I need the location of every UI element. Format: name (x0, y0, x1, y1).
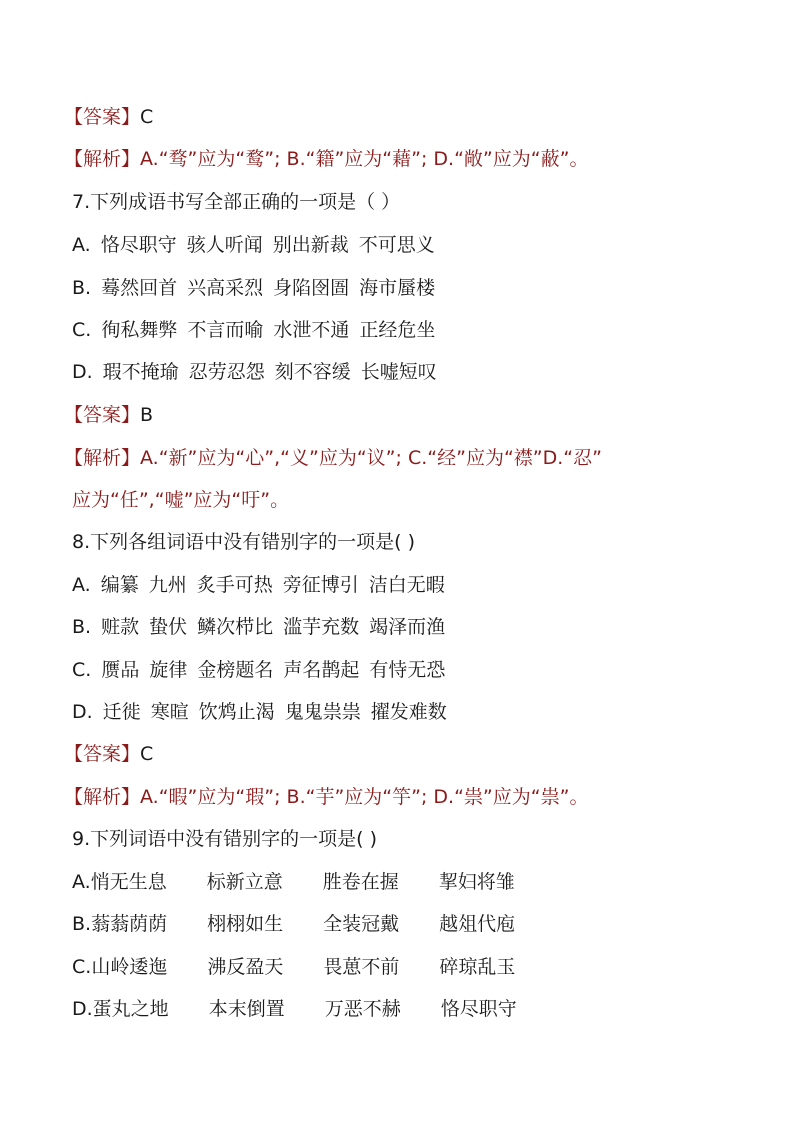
option-item: 别出新裁 (272, 234, 349, 256)
option-item: 旁征博引 (282, 574, 359, 596)
option-item: 赃款 (101, 616, 140, 638)
analysis-tag: 【解析】 (64, 148, 141, 170)
option-item: 栩栩如生 (207, 913, 284, 935)
option-item: 饮鸩止渴 (198, 701, 275, 723)
question-8: 8.下列各组词语中没有错别字的一项是( ) (72, 531, 415, 553)
option-item: 越俎代庖 (439, 913, 516, 935)
option-item: 蛰伏 (149, 616, 188, 638)
option-item: 挈妇将雏 (438, 871, 515, 893)
option-item: 赝品 (101, 659, 140, 681)
option-item: 悄无生息 (90, 871, 167, 893)
q8-option-b[interactable] (72, 615, 445, 639)
option-item: 鬼鬼祟祟 (284, 701, 361, 723)
option-item: 不可思义 (358, 234, 435, 256)
option-item: 胜卷在握 (322, 871, 399, 893)
analysis-q6 (64, 147, 588, 171)
option-item: 炙手可热 (196, 574, 273, 596)
option-item: 海市蜃楼 (359, 277, 436, 299)
q8-option-a[interactable] (72, 573, 445, 597)
option-label: B. (72, 616, 92, 638)
answer-tag: 【答案】 (64, 404, 141, 426)
analysis-text: A.“暇”应为“瑕”; B.“芋”应为“竽”; D.“祟”应为“祟”。 (140, 786, 589, 808)
analysis-q8 (64, 785, 588, 809)
question-9: 9.下列词语中没有错别字的一项是( ) (72, 828, 377, 850)
question-7: 7.下列成语书写全部正确的一项是（ ） (72, 191, 401, 213)
option-item: 不言而喻 (187, 319, 264, 341)
option-item: 正经危坐 (359, 319, 436, 341)
option-item: 声名鹊起 (283, 659, 360, 681)
option-item: 全装冠戴 (323, 913, 400, 935)
answer-q7 (64, 403, 153, 427)
option-item: 恪尽职守 (100, 234, 177, 256)
option-item: 寒暄 (150, 701, 189, 723)
q7-option-c[interactable] (72, 318, 435, 342)
q9-option-b[interactable] (72, 912, 515, 936)
analysis-text: A.“骛”应为“鹜”; B.“籍”应为“藉”; D.“敞”应为“蔽”。 (140, 148, 589, 170)
option-item: 水泄不通 (273, 319, 350, 341)
analysis-q7 (64, 446, 602, 470)
answer-tag: 【答案】 (64, 743, 141, 765)
option-label: D. (72, 361, 93, 383)
option-item: 滥芋充数 (283, 616, 360, 638)
option-item: 刻不容缓 (274, 361, 351, 383)
option-item: 骇人听闻 (186, 234, 263, 256)
analysis-text: A.“新”应为“心”,“义”应为“议”; C.“经”应为“襟”D.“忍” (140, 447, 602, 469)
option-item: 洁白无暇 (368, 574, 445, 596)
option-item: 身陷囹圄 (273, 277, 350, 299)
option-label: A. (72, 574, 91, 596)
answer-q6 (64, 105, 153, 129)
option-item: 恪尽职守 (440, 998, 517, 1020)
option-label: D. (72, 701, 93, 723)
q7-option-b[interactable] (72, 276, 435, 300)
analysis-tag: 【解析】 (64, 786, 141, 808)
option-item: 兴高采烈 (187, 277, 264, 299)
option-item: 迁徙 (102, 701, 141, 723)
option-item: 忍劳忍怨 (188, 361, 265, 383)
option-label: C. (72, 319, 92, 341)
answer-q8 (64, 742, 153, 766)
option-item: 金榜题名 (197, 659, 274, 681)
option-item: 本末倒置 (208, 998, 285, 1020)
option-item: 徇私舞弊 (101, 319, 178, 341)
option-item: 标新立意 (206, 871, 283, 893)
option-label: A. (72, 234, 91, 256)
q9-option-c[interactable] (72, 955, 515, 979)
option-label: B. (72, 277, 92, 299)
q8-option-d[interactable] (72, 700, 447, 724)
q9-option-a[interactable] (72, 870, 515, 894)
answer-value: C (140, 106, 154, 128)
option-label: A. (72, 871, 91, 893)
q9-option-d[interactable] (72, 997, 517, 1021)
option-item: 旋律 (149, 659, 188, 681)
option-label: C. (72, 659, 92, 681)
option-item: 山岭逶迤 (91, 956, 168, 978)
analysis-tag: 【解析】 (64, 447, 141, 469)
option-item: 编纂 (100, 574, 139, 596)
q7-option-a[interactable] (72, 233, 435, 257)
option-item: 九州 (148, 574, 187, 596)
option-label: C. (72, 956, 92, 978)
option-item: 畏葸不前 (323, 956, 400, 978)
answer-tag: 【答案】 (64, 106, 141, 128)
option-item: 蓊蓊荫荫 (91, 913, 168, 935)
option-item: 擢发难数 (370, 701, 447, 723)
option-item: 蛋丸之地 (92, 998, 169, 1020)
option-label: B. (72, 913, 92, 935)
answer-value: C (140, 743, 154, 765)
option-item: 沸反盈天 (207, 956, 284, 978)
option-item: 有恃无恐 (369, 659, 446, 681)
option-item: 蓦然回首 (101, 277, 178, 299)
option-item: 长嘘短叹 (360, 361, 437, 383)
option-item: 万恶不赫 (324, 998, 401, 1020)
option-label: D. (72, 998, 93, 1020)
q7-option-d[interactable] (72, 360, 437, 384)
option-item: 瑕不掩瑜 (102, 361, 179, 383)
q8-option-c[interactable] (72, 658, 445, 682)
option-item: 鳞次栉比 (197, 616, 274, 638)
analysis-q7-continued: 应为“任”,“嘘”应为“吁”。 (72, 489, 290, 511)
option-item: 竭泽而渔 (369, 616, 446, 638)
answer-value: B (140, 404, 154, 426)
option-item: 碎琼乱玉 (439, 956, 516, 978)
